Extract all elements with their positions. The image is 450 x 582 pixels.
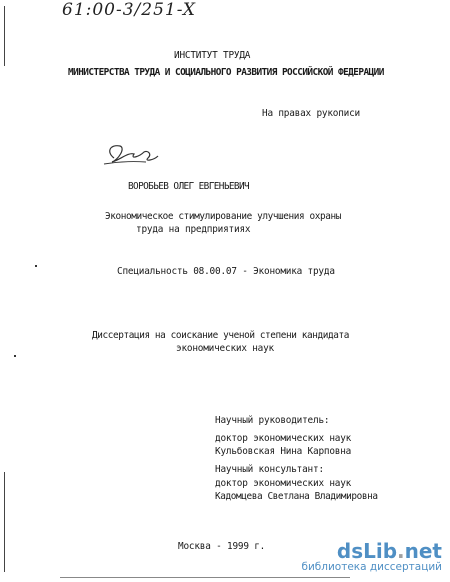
watermark-tagline: библиотека диссертаций [301,561,442,573]
scan-speck [14,355,16,357]
scan-edge-bottom [60,577,350,578]
specialty: Специальность 08.00.07 - Экономика труда [117,266,335,277]
watermark [301,541,442,574]
scan-speck [35,265,37,267]
title-line-1: Экономическое стимулирование улучшения охраны [105,211,341,222]
supervisor-label: Научный руководитель: [215,415,330,426]
manuscript-note: На правах рукописи [262,108,360,119]
handwritten-catalog-number: 61:00-3/251-X [62,0,196,20]
supervisor-name: Кульбовская Нина Карповна [215,446,352,457]
scan-edge-left [4,6,5,66]
consultant-label: Научный консультант: [215,464,324,475]
signature-icon [100,138,162,170]
author-name: ВОРОБЬЕВ ОЛЕГ ЕВГЕНЬЕВИЧ [128,181,250,192]
watermark-logo: dsLib.net [336,539,442,563]
dissertation-line-1: Диссертация на соискание ученой степени кандидата [92,330,349,341]
dissertation-line-2: экономических наук [176,343,274,354]
institute-name: ИНСТИТУТ ТРУДА [174,50,251,61]
city-year: Москва - 1999 г. [178,541,266,552]
consultant-degree: доктор экономических наук [215,478,352,489]
title-line-2: труда на предприятиях [136,224,251,235]
ministry-name: МИНИСТЕРСТВА ТРУДА И СОЦИАЛЬНОГО РАЗВИТИЯ РОССИЙСКОЙ ФЕДЕРАЦИИ [68,67,384,78]
consultant-name: Кадомцева Светлана Владимировна [215,491,378,502]
scan-edge-left-lower [4,472,5,572]
supervisor-degree: доктор экономических наук [215,433,352,444]
